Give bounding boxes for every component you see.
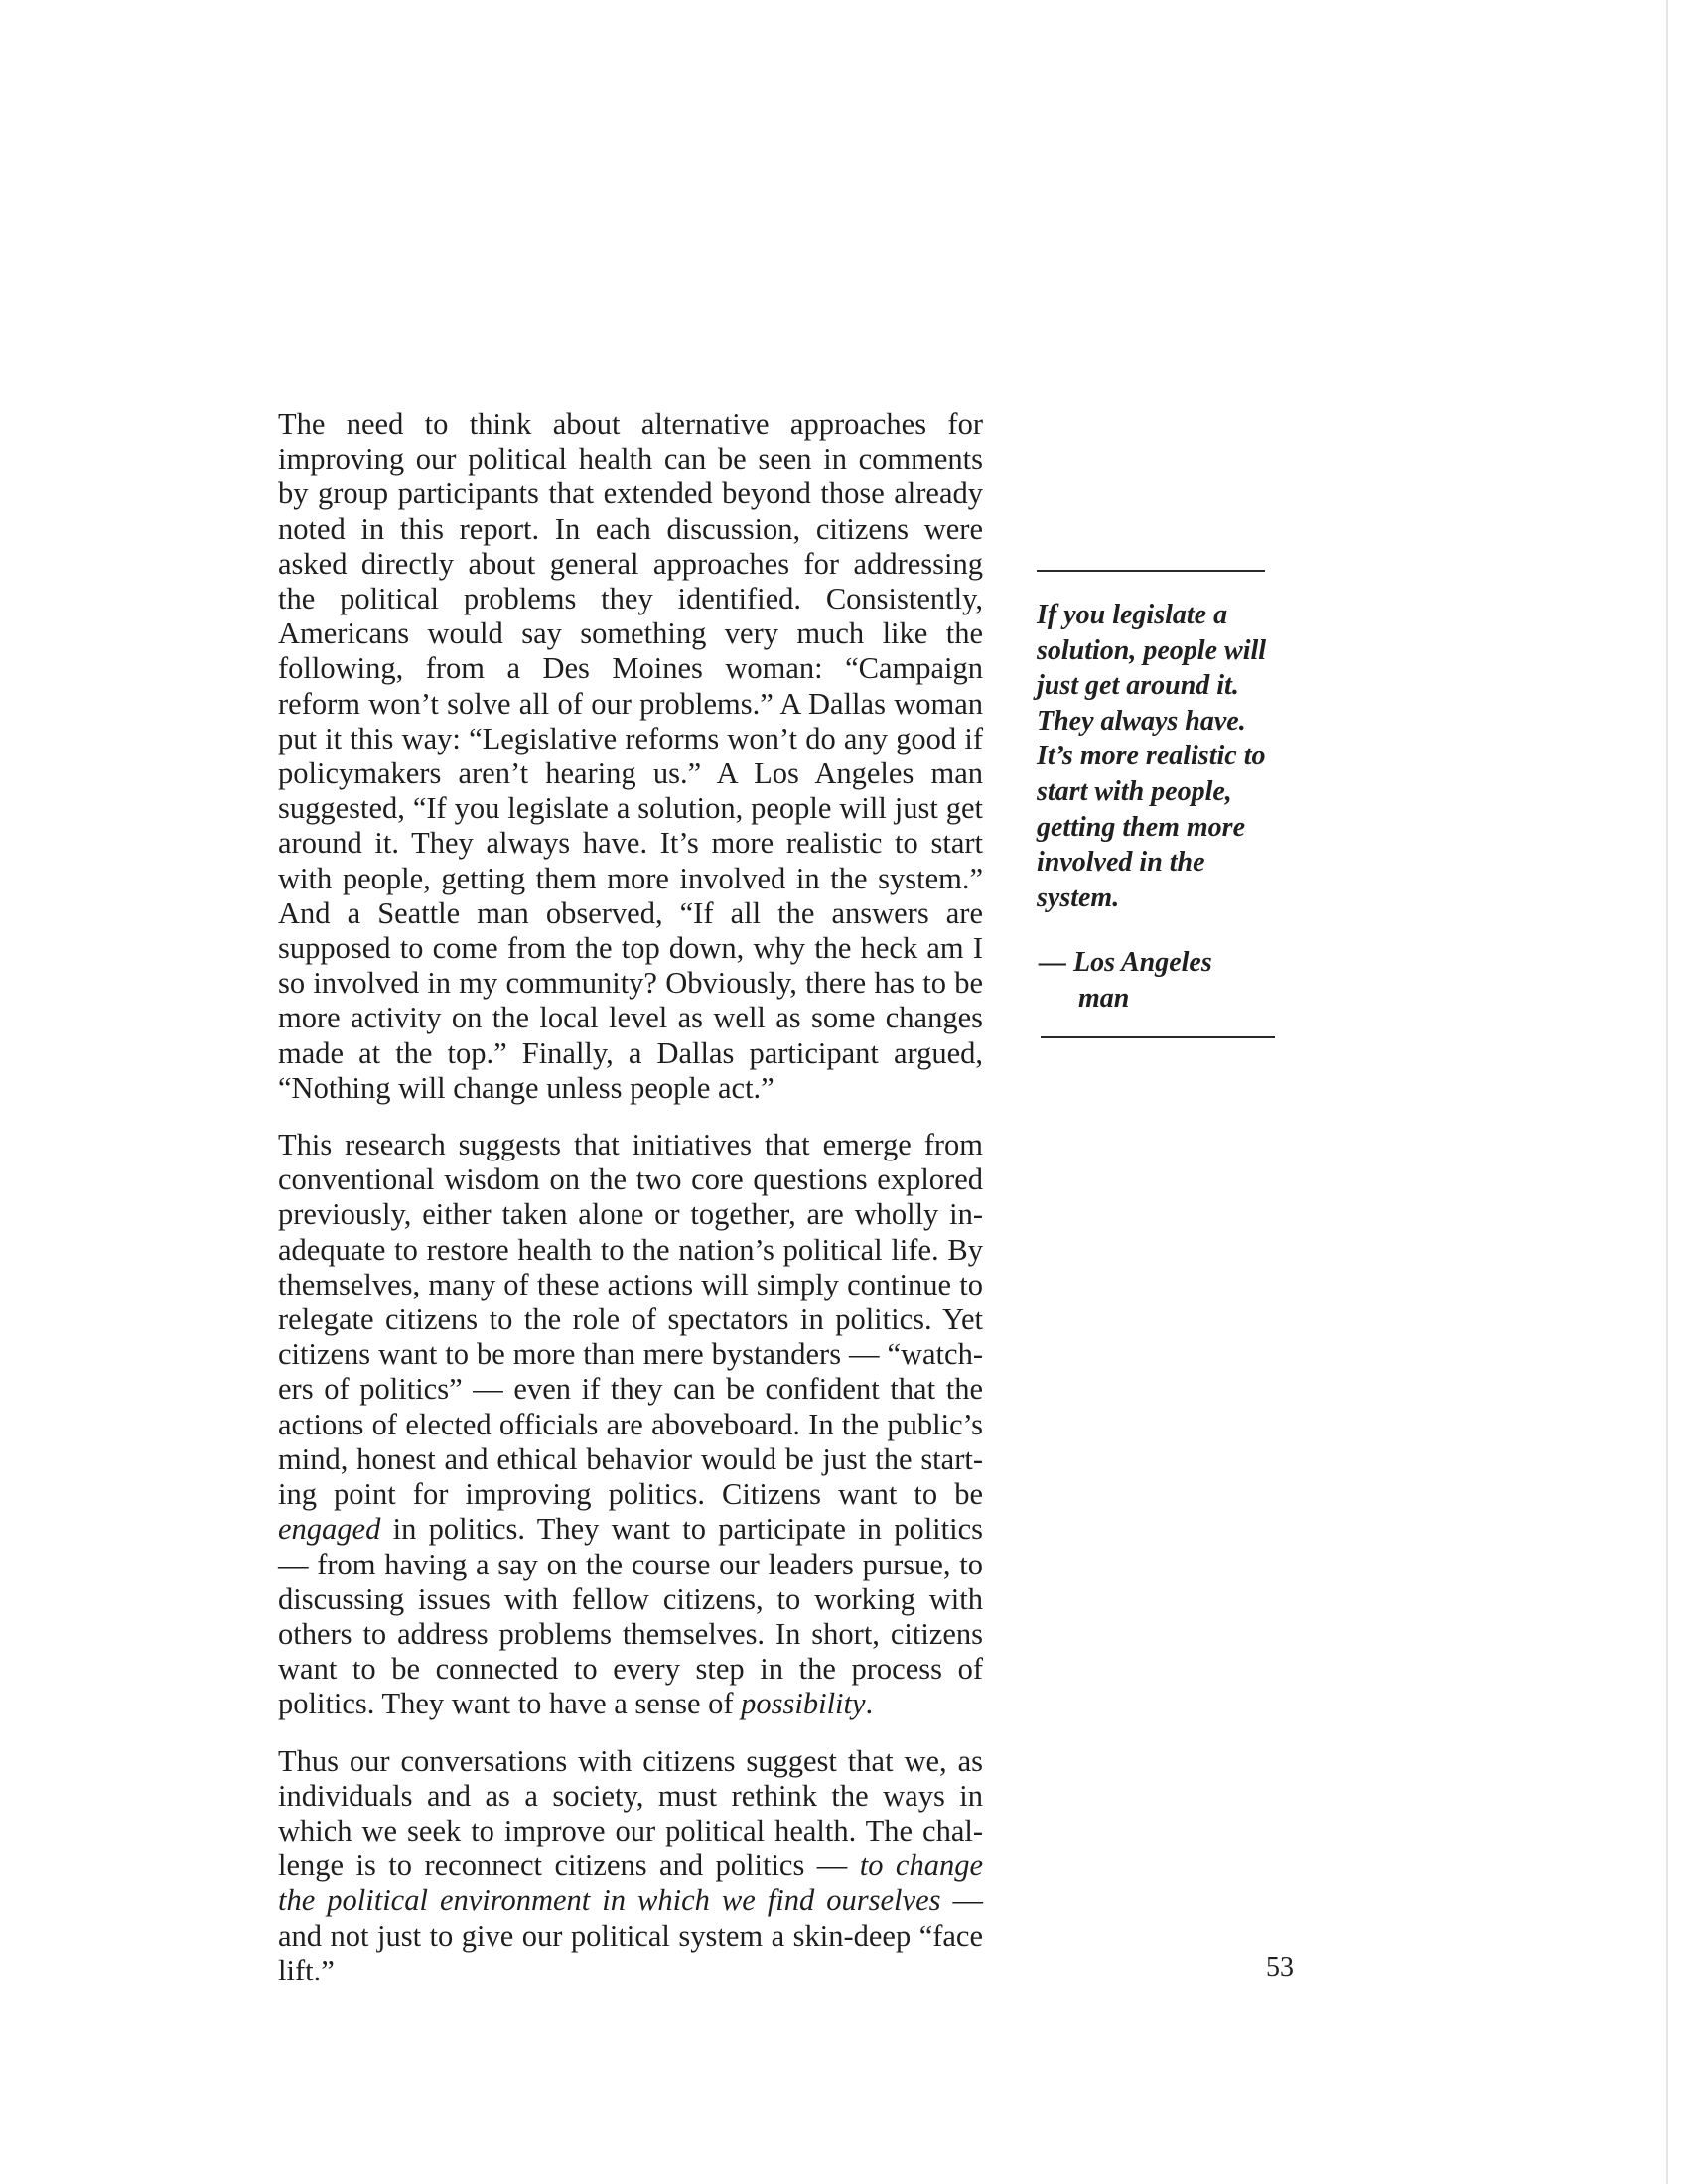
pull-quote (1033, 570, 1271, 1038)
pull-quote-text: If you legislate a solution, people will just get around it. They always have. It’s more realistic to start with people, getting them more involved in the system. (1037, 600, 1267, 913)
paragraph-3-text-b: — and not just to give our political system a skin-deep “face lift.” (278, 1883, 984, 1987)
paragraph-2-italic-engaged: engaged (278, 1512, 381, 1547)
paragraph-3-text-a: Thus our conversations with citizens suggest that we, as individuals and as a society, must rethink the ways in which we seek to improve our political health. The challenge is to reconnect citizens and politics — (278, 1743, 983, 1883)
main-text-column (278, 407, 983, 2010)
page-number: 53 (1266, 1952, 1294, 1982)
paragraph-2 (278, 1128, 983, 1721)
paragraph-3-italic-phrase: to change the political environment in which we find ourselves (278, 1848, 983, 1918)
pull-quote-bottom-rule (1041, 1036, 1275, 1038)
paragraph-2-italic-possibility: possibility (741, 1687, 866, 1721)
paragraph-2-text-a: This research suggests that initiatives that emerge from conventional wisdom on the two core questions explored previously, either taken alone or together, are wholly inadequate to restore health to the nation’s political life. By themselves, many of these actions will simply continue to relegate citizens to the role of spectators in politics. Yet citizens want to be more than mere bystanders — “watchers of politics” — even if they can be confident that the actions of elected officials are aboveboard. In the public’s mind, honest and ethical behavior would be just the starting point for improving politics. Citizens want to be (278, 1128, 983, 1512)
paragraph-3 (278, 1744, 983, 1988)
attribution-line-1: — Los Angeles (1039, 947, 1212, 979)
page-edge-divider (1666, 0, 1668, 2184)
pull-quote-top-rule (1037, 570, 1265, 572)
paragraph-2-text-c: . (865, 1687, 874, 1721)
paragraph-1: The need to think about alternative approaches for improving our political health can be seen in comments by group participants that extended beyond those already noted in this report. In each discussion, citizens were asked directly about general approaches for addressing the political problems they identified. Consistently, Americans would say something very much like the following, from a Des Moines woman: “Campaign reform won’t solve all of our problems.” A Dallas woman put it this way: “Legislative reforms won’t do any good if policymakers aren’t hearing us.” A Los Angeles man suggested, “If you legislate a solution, people will just get around it. They always have. It’s more realistic to start with people, getting them more involved in the system.” And a Seattle man observed, “If all the answers are supposed to come from the top down, why the heck am I so involved in my community? Obviously, there has to be more activity on the local level as well as some changes made at the top.” Finally, a Dallas participant argued, “Nothing will change unless people act.” (278, 407, 983, 1105)
attribution-line-2: man (1078, 982, 1130, 1014)
paragraph-2-text-b: in politics. They want to participate in politics — from having a say on the course our leaders pursue, to discussing issues with fellow citizens, to working with others to address problems themselves. In short, citizens want to be connected to every step in the process of politics. They want to have a sense of (278, 1512, 983, 1721)
pull-quote-attribution (1039, 945, 1271, 1016)
